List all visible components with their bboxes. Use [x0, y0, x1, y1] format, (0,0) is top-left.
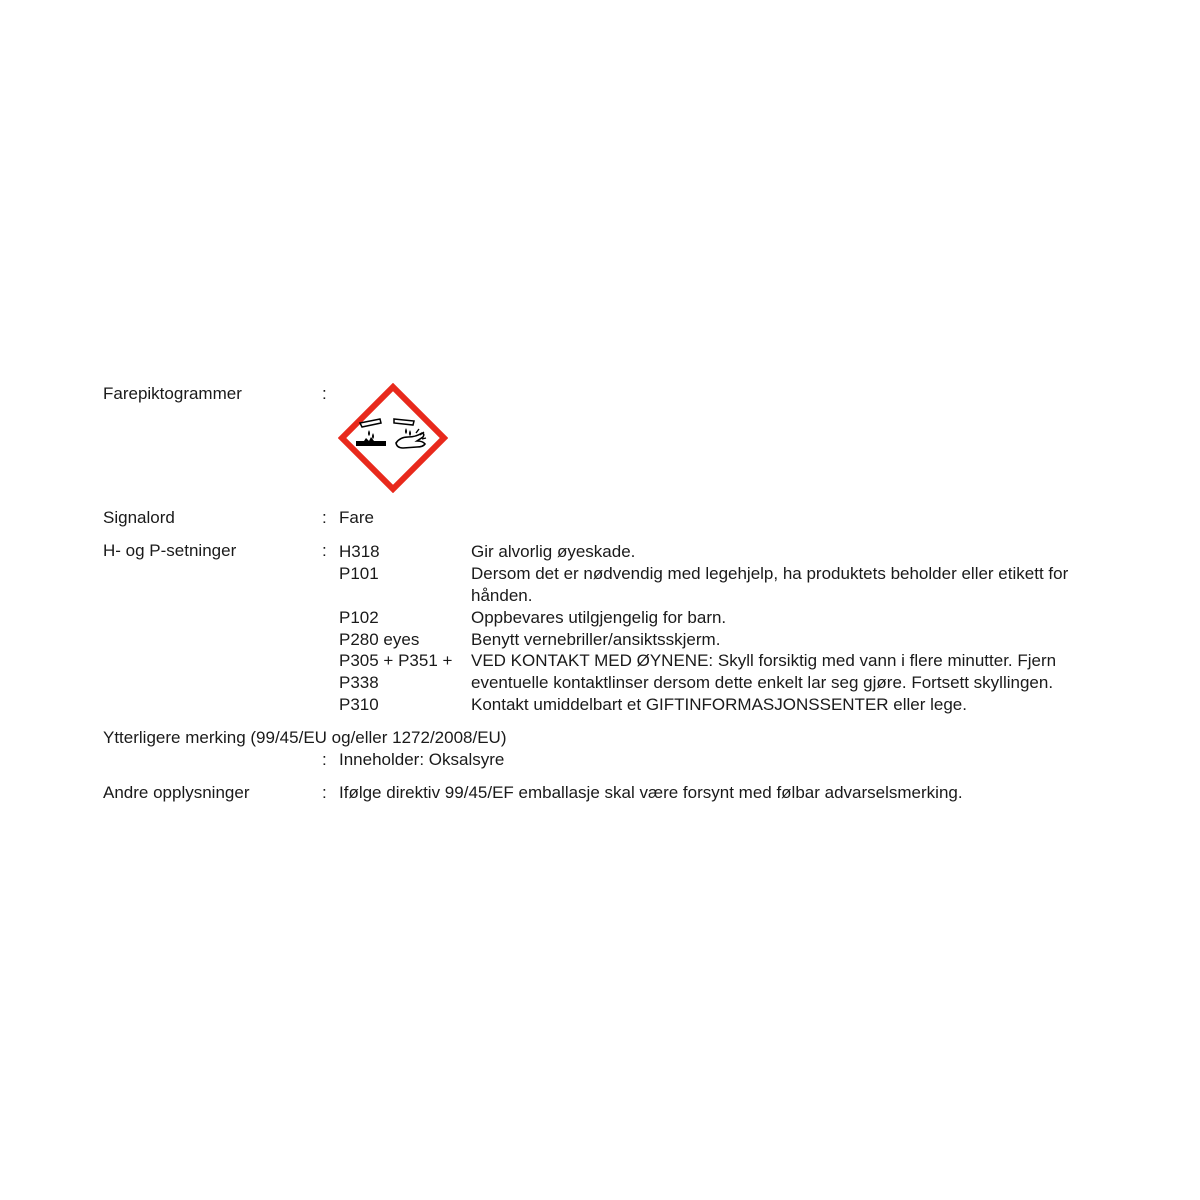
- signal-word-separator: :: [322, 508, 327, 527]
- statement-text: Gir alvorlig øyeskade.: [471, 542, 636, 561]
- statement-code: P310: [339, 695, 379, 714]
- statement-text: Oppbevares utilgjengelig for barn.: [471, 608, 727, 627]
- statement-code: P101: [339, 564, 379, 583]
- statement-text: VED KONTAKT MED ØYNENE: Skyll forsiktig med vann i flere minutter. Fjern eventuelle kontaktlinser dersom dette enkelt lar seg gjøre. Fortsett skyllingen.: [471, 651, 1057, 692]
- pictograms-separator: :: [322, 384, 327, 403]
- statement-text: Benytt vernebriller/ansiktsskjerm.: [471, 630, 721, 649]
- statements-separator: :: [322, 541, 327, 560]
- statement-code: H318: [339, 542, 380, 561]
- corrosion-pictogram-icon: [338, 383, 448, 493]
- statements-label: H- og P-setninger: [103, 541, 237, 560]
- additional-marking-label: Ytterligere merking (99/45/EU og/eller 1272/2008/EU): [103, 728, 507, 747]
- pictograms-label: Farepiktogrammer: [103, 384, 242, 403]
- other-info-label: Andre opplysninger: [103, 783, 250, 802]
- statement-text: Kontakt umiddelbart et GIFTINFORMASJONSSENTER eller lege.: [471, 695, 967, 714]
- statement-text: Dersom det er nødvendig med legehjelp, ha produktets beholder eller etikett for hånden.: [471, 564, 1069, 605]
- other-info-value: Ifølge direktiv 99/45/EF emballasje skal være forsynt med følbar advarselsmerking.: [339, 783, 963, 802]
- additional-marking-separator: :: [322, 750, 327, 769]
- signal-word-label: Signalord: [103, 508, 175, 527]
- other-info-separator: :: [322, 783, 327, 802]
- statement-code: P305 + P351 + P338: [339, 651, 453, 692]
- signal-word-value: Fare: [339, 508, 374, 527]
- statement-code: P280 eyes: [339, 630, 420, 649]
- statement-code: P102: [339, 608, 379, 627]
- additional-marking-value: Inneholder: Oksalsyre: [339, 750, 505, 769]
